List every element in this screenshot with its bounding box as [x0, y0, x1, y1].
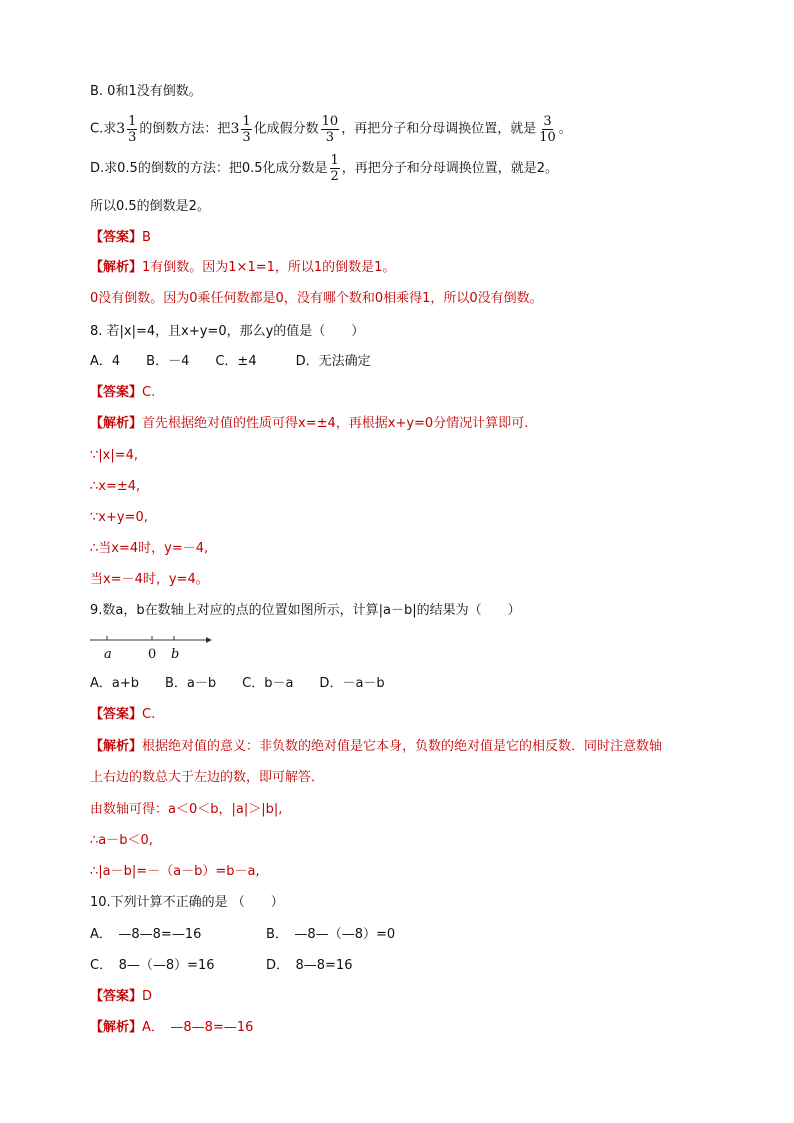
label-b: b — [171, 647, 180, 662]
label-0: 0 — [148, 647, 157, 662]
fraction — [321, 114, 340, 145]
question-10-options-row1 — [90, 925, 395, 945]
answer-value: C. — [142, 385, 156, 400]
step-text: ∴x=±4, — [90, 479, 141, 494]
option-a: A． —8—8=—16 — [90, 927, 202, 942]
solution-step — [90, 800, 282, 820]
answer-line — [90, 987, 152, 1007]
analysis-line — [90, 289, 543, 309]
fraction-numerator: 3 — [543, 113, 552, 129]
conclusion-line — [90, 197, 210, 217]
text: D.求0.5的倒数的方法：把0.5化成分数是 — [90, 161, 328, 176]
fraction — [538, 114, 557, 145]
number-line-figure — [88, 628, 218, 664]
step-text: 当x=－4时，y=4。 — [90, 572, 209, 587]
analysis-line — [90, 768, 324, 788]
text: B. 0和1没有倒数。 — [90, 84, 202, 99]
question-text: 8. 若|x|=4，且x+y=0，那么y的值是（ ） — [90, 324, 365, 339]
step-text: ∵|x|=4, — [90, 448, 139, 463]
analysis-text: 根据绝对值的意义：非负数的绝对值是它本身，负数的绝对值是它的相反数．同时注意数轴 — [142, 739, 663, 754]
step-text: ∵x+y=0, — [90, 510, 148, 525]
text: 。 — [558, 121, 572, 137]
text: 化成假分数 — [253, 121, 319, 137]
analysis-tag: 【解析】 — [90, 1020, 143, 1035]
text: 的倒数方法：把 — [139, 121, 231, 137]
options-text: A．a+b B．a－b C．b－a D．－a－b — [90, 676, 385, 691]
fraction-numerator: 1 — [128, 113, 137, 129]
solution-step — [90, 539, 208, 559]
text: ，再把分子和分母调换位置，就是 — [341, 121, 537, 137]
option-b-explanation — [90, 82, 202, 102]
analysis-tag: 【解析】 — [90, 739, 143, 754]
question-9-options — [90, 674, 385, 694]
answer-value: C. — [142, 707, 156, 722]
step-text: ∴a－b＜0, — [90, 833, 153, 848]
solution-step — [90, 831, 153, 851]
analysis-line — [90, 737, 662, 757]
fraction — [127, 114, 137, 145]
answer-value: D — [142, 989, 153, 1004]
analysis-text: 1有倒数。因为1×1=1，所以1的倒数是1。 — [142, 260, 396, 275]
analysis-tag: 【解析】 — [90, 416, 143, 431]
answer-tag: 【答案】 — [90, 230, 143, 245]
analysis-text: 首先根据绝对值的性质可得x=±4，再根据x+y=0分情况计算即可. — [142, 416, 529, 431]
option-d: D． 8—8=16 — [266, 958, 353, 973]
fraction — [330, 153, 340, 184]
fraction-denominator: 2 — [330, 169, 339, 184]
text: ，再把分子和分母调换位置，就是2。 — [341, 161, 559, 176]
answer-line — [90, 383, 155, 403]
analysis-text: A． —8—8=—16 — [142, 1020, 254, 1035]
fraction-denominator: 3 — [242, 129, 251, 145]
answer-tag: 【答案】 — [90, 385, 143, 400]
question-text: 10.下列计算不正确的是 （ ） — [90, 895, 284, 910]
answer-line — [90, 705, 155, 725]
fraction-numerator: 1 — [330, 153, 339, 168]
solution-step — [90, 862, 260, 882]
answer-value: B — [142, 230, 151, 245]
question-8 — [90, 322, 364, 342]
step-text: 由数轴可得：a＜0＜b，|a|＞|b|, — [90, 802, 283, 817]
solution-step — [90, 570, 209, 590]
solution-step — [90, 446, 138, 466]
mixed-number-integer: 3 — [116, 121, 126, 137]
question-8-options — [90, 352, 371, 372]
analysis-line — [90, 1018, 253, 1038]
analysis-text: 0没有倒数。因为0乘任何数都是0，没有哪个数和0相乘得1，所以0没有倒数。 — [90, 291, 543, 306]
analysis-tag: 【解析】 — [90, 260, 143, 275]
text: C.求 — [90, 121, 117, 137]
answer-line — [90, 228, 151, 248]
fraction-numerator: 10 — [321, 113, 339, 129]
text: 所以0.5的倒数是2。 — [90, 199, 210, 214]
mixed-number-integer: 3 — [230, 121, 240, 137]
analysis-line — [90, 414, 528, 434]
number-line-arrow — [206, 637, 212, 643]
options-text: A．4 B．－4 C．±4 D．无法确定 — [90, 354, 371, 369]
question-text: 9.数a，b在数轴上对应的点的位置如图所示，计算|a－b|的结果为（ ） — [90, 603, 521, 618]
fraction — [241, 114, 251, 145]
analysis-text: 上右边的数总大于左边的数，即可解答． — [90, 770, 325, 785]
option-b: B． —8—（—8）=0 — [266, 927, 396, 942]
step-text: ∴当x=4时，y=－4, — [90, 541, 209, 556]
answer-tag: 【答案】 — [90, 989, 143, 1004]
option-c: C． 8—（—8）=16 — [90, 958, 215, 973]
option-c-explanation — [90, 112, 572, 147]
fraction-denominator: 3 — [128, 129, 137, 145]
step-text: ∴|a－b|=－（a－b）=b－a, — [90, 864, 260, 879]
answer-tag: 【答案】 — [90, 707, 143, 722]
option-d-explanation — [90, 152, 558, 186]
solution-step — [90, 477, 140, 497]
fraction-denominator: 10 — [539, 129, 556, 145]
fraction-numerator: 1 — [242, 113, 251, 129]
question-10 — [90, 893, 284, 913]
analysis-line — [90, 258, 395, 278]
fraction-denominator: 3 — [325, 129, 335, 145]
label-a: a — [104, 647, 112, 662]
solution-step — [90, 508, 148, 528]
question-10-options-row2 — [90, 956, 353, 976]
question-9 — [90, 601, 521, 621]
